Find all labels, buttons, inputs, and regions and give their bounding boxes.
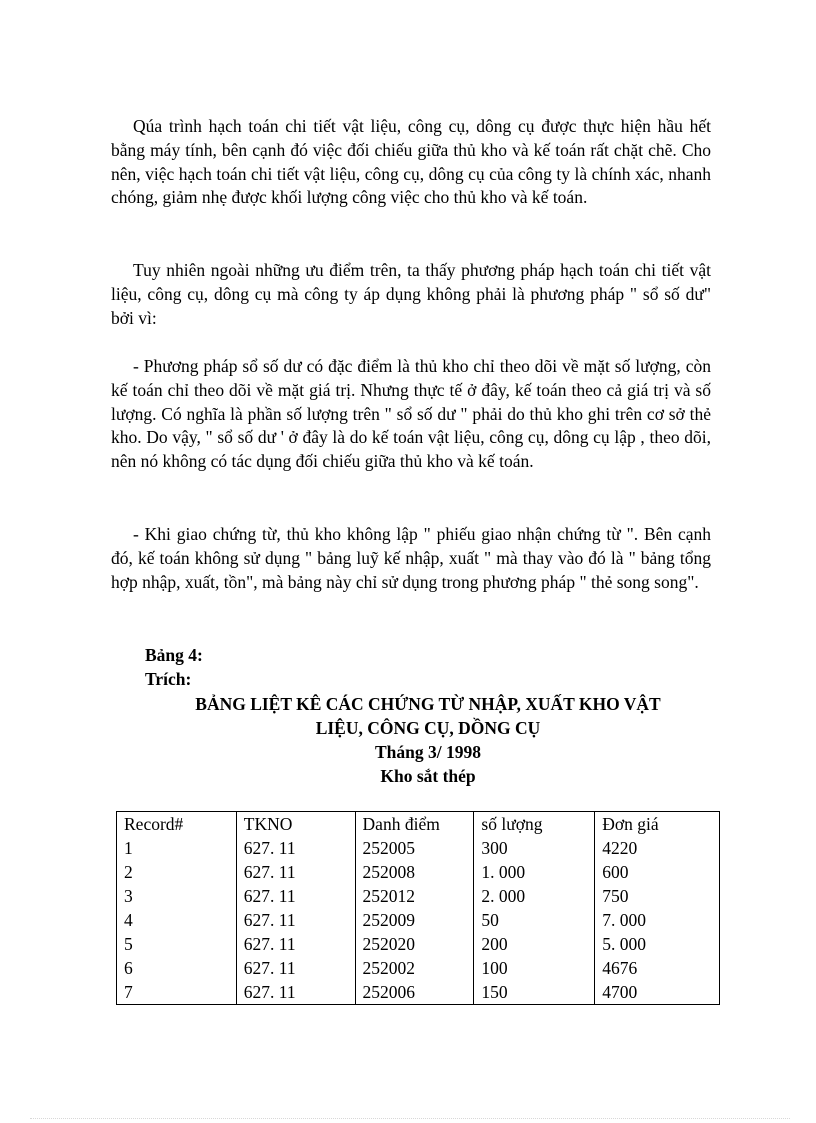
table-title-line-1: BẢNG LIỆT KÊ CÁC CHỨNG TỪ NHẬP, XUẤT KHO VẬT: [195, 694, 661, 714]
cell-record: 1: [117, 836, 237, 860]
header-record: Record#: [117, 812, 237, 837]
table-title-month: Tháng 3/ 1998: [375, 742, 481, 762]
header-unit-price: Đơn giá: [595, 812, 720, 837]
table-title-warehouse: Kho sắt thép: [380, 766, 476, 786]
cell-unit-price: 7. 000: [595, 908, 720, 932]
table-row: [117, 908, 720, 932]
cell-quantity: 150: [474, 980, 595, 1005]
paragraph-3-text: - Phương pháp sổ số dư có đặc điểm là thủ kho chỉ theo dõi về mặt số lượng, còn kế toán chỉ theo dõi về mặt giá trị. Nhưng thực tế ở đây, kế toán theo cả giá trị và số lượng. Có nghĩa là phần số lượng trên " sổ số dư " phải do thủ kho ghi trên cơ sở thẻ kho. Do vậy, " sổ số dư ' ở đây là do kế toán vật liệu, công cụ, dông cụ lập , theo dõi, nên nó không có tác dụng đối chiếu giữa thủ kho và kế toán.: [111, 356, 711, 472]
table-row: [117, 932, 720, 956]
table-number-label: Bảng 4:: [145, 645, 203, 665]
cell-item-code: 252006: [355, 980, 474, 1005]
cell-quantity: 50: [474, 908, 595, 932]
table-title-line-2: LIỆU, CÔNG CỤ, DỒNG CỤ: [315, 718, 541, 738]
cell-quantity: 100: [474, 956, 595, 980]
cell-item-code: 252012: [355, 884, 474, 908]
cell-tkno: 627. 11: [236, 836, 355, 860]
paragraph-1-text: Qúa trình hạch toán chi tiết vật liệu, công cụ, dông cụ được thực hiện hầu hết bằng máy tính, bên cạnh đó việc đối chiếu giữa thủ kho và kế toán rất chặt chẽ. Cho nên, việc hạch toán chi tiết vật liệu, công cụ, dông cụ của công ty là chính xác, nhanh chóng, giảm nhẹ được khối lượng công việc cho thủ kho và kế toán.: [111, 116, 711, 208]
header-item-code: Danh điểm: [355, 812, 474, 837]
table-row: [117, 980, 720, 1005]
cell-record: 4: [117, 908, 237, 932]
header-quantity: số lượng: [474, 812, 595, 837]
cell-record: 6: [117, 956, 237, 980]
page-bottom-divider: [30, 1118, 790, 1119]
cell-unit-price: 4676: [595, 956, 720, 980]
paragraph-2-text: Tuy nhiên ngoài những ưu điểm trên, ta thấy phương pháp hạch toán chi tiết vật liệu, công cụ, dông cụ mà công ty áp dụng không phải là phương pháp " sổ số dư" bởi vì:: [111, 260, 711, 328]
table-row: [117, 956, 720, 980]
cell-quantity: 2. 000: [474, 884, 595, 908]
cell-unit-price: 5. 000: [595, 932, 720, 956]
excerpt-label: Trích:: [145, 669, 192, 689]
paragraph-2: [111, 259, 711, 330]
table-row: [117, 860, 720, 884]
table-header-row: [117, 812, 720, 837]
cell-item-code: 252008: [355, 860, 474, 884]
cell-quantity: 300: [474, 836, 595, 860]
cell-tkno: 627. 11: [236, 980, 355, 1005]
cell-tkno: 627. 11: [236, 884, 355, 908]
cell-item-code: 252002: [355, 956, 474, 980]
cell-record: 2: [117, 860, 237, 884]
cell-tkno: 627. 11: [236, 932, 355, 956]
cell-item-code: 252005: [355, 836, 474, 860]
cell-quantity: 1. 000: [474, 860, 595, 884]
paragraph-4: [111, 523, 711, 594]
cell-unit-price: 600: [595, 860, 720, 884]
cell-record: 5: [117, 932, 237, 956]
cell-item-code: 252009: [355, 908, 474, 932]
cell-tkno: 627. 11: [236, 908, 355, 932]
table-row: [117, 836, 720, 860]
cell-unit-price: 4700: [595, 980, 720, 1005]
cell-tkno: 627. 11: [236, 956, 355, 980]
cell-record: 7: [117, 980, 237, 1005]
cell-quantity: 200: [474, 932, 595, 956]
cell-item-code: 252020: [355, 932, 474, 956]
cell-unit-price: 750: [595, 884, 720, 908]
table-row: [117, 884, 720, 908]
paragraph-4-text: - Khi giao chứng từ, thủ kho không lập " phiếu giao nhận chứng từ ". Bên cạnh đó, kế toán không sử dụng " bảng luỹ kế nhập, xuất " mà thay vào đó là " bảng tổng hợp nhập, xuất, tồn", mà bảng này chỉ sử dụng trong phương pháp " thẻ song song".: [111, 524, 711, 592]
cell-tkno: 627. 11: [236, 860, 355, 884]
cell-unit-price: 4220: [595, 836, 720, 860]
cell-record: 3: [117, 884, 237, 908]
paragraph-3: [111, 355, 711, 474]
vouchers-table: [116, 811, 720, 1005]
header-tkno: TKNO: [236, 812, 355, 837]
paragraph-1: [111, 115, 711, 210]
